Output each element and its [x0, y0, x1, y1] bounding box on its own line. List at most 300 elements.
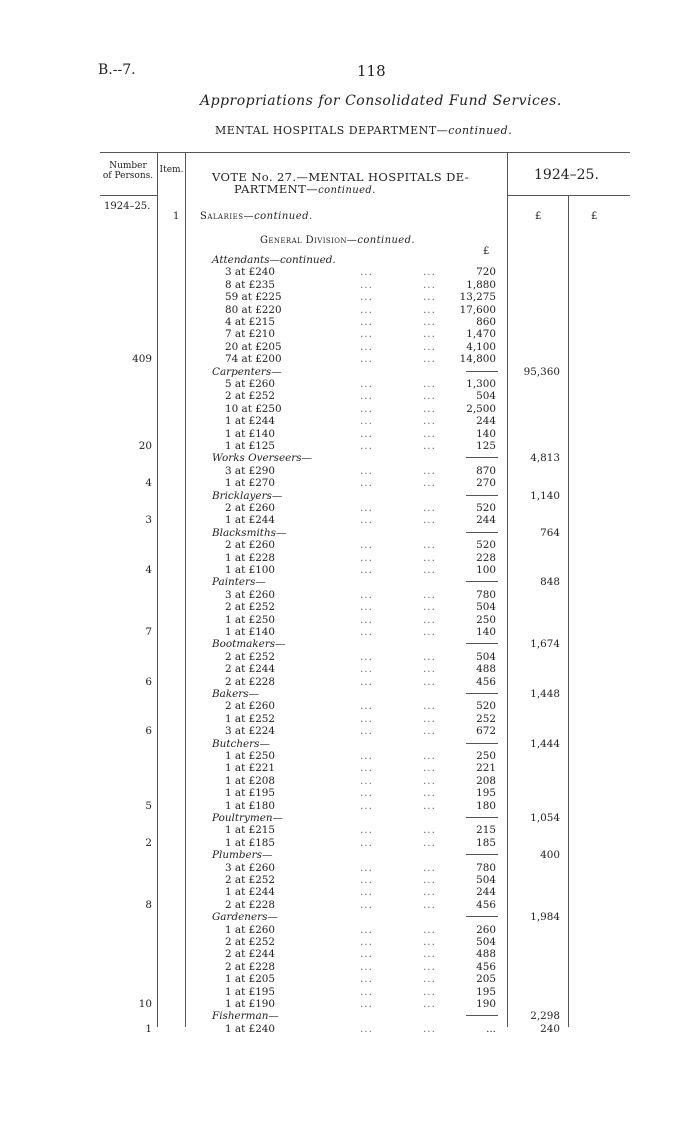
leader-dots: ...	[423, 402, 436, 415]
rate-line: 2 at £252	[225, 390, 276, 403]
rate-line: 3 at £260	[225, 861, 276, 874]
leader-dots: ...	[423, 539, 436, 552]
amount-pound-sign: £	[483, 246, 490, 257]
rate-line: 1 at £240	[225, 1022, 276, 1035]
leader-dots: ...	[360, 266, 373, 279]
table-row	[0, 775, 700, 787]
table-row	[0, 738, 700, 750]
leader-dots: ...	[360, 353, 373, 366]
leader-dots: ...	[423, 1022, 436, 1035]
line-amount: 140	[476, 626, 496, 638]
rate-line: 1 at £260	[225, 923, 276, 936]
rate-line: 1 at £228	[225, 551, 276, 564]
table-row	[0, 254, 700, 266]
table-row	[0, 961, 700, 973]
table-row	[0, 304, 700, 316]
leader-dots: ...	[360, 663, 373, 676]
rate-line: 1 at £100	[225, 564, 276, 576]
line-amount: ...	[486, 1022, 496, 1035]
rate-line: 2 at £252	[225, 874, 276, 886]
table-row	[0, 539, 700, 551]
leader-dots: ...	[423, 861, 436, 874]
rate-line: 2 at £260	[225, 539, 276, 552]
table-row	[0, 390, 700, 402]
leader-dots: ...	[360, 712, 373, 725]
rate-line: 1 at £195	[225, 787, 276, 800]
leader-dots: ...	[360, 936, 373, 948]
table-row	[0, 328, 700, 340]
leader-dots: ...	[360, 650, 373, 663]
table-row	[0, 428, 700, 440]
line-amount: 456	[476, 898, 496, 911]
leader-dots: ...	[423, 836, 436, 849]
rate-line: 1 at £221	[225, 762, 276, 775]
leader-dots: ...	[423, 874, 436, 886]
rate-line: 1 at £190	[225, 998, 276, 1010]
division-title: General Division—	[260, 235, 358, 246]
table-row	[0, 676, 700, 688]
line-amount: 185	[476, 836, 496, 849]
leader-dots: ...	[360, 415, 373, 428]
table-row	[0, 527, 700, 539]
leader-dots: ...	[360, 278, 373, 291]
persons-header-line2: of Persons.	[102, 171, 154, 181]
leader-dots: ...	[360, 874, 373, 886]
line-amount: 780	[476, 861, 496, 874]
leader-dots: ...	[360, 564, 373, 576]
pound-sign-subtotal: £	[535, 211, 542, 222]
table-row	[0, 477, 700, 489]
table-row	[0, 651, 700, 663]
rate-line: 1 at £140	[225, 626, 276, 638]
line-amount: 672	[476, 725, 496, 738]
line-amount: 504	[476, 874, 496, 886]
table-row	[0, 849, 700, 861]
leader-dots: ...	[423, 700, 436, 713]
table-row	[0, 403, 700, 415]
table-row	[0, 713, 700, 725]
line-amount: 250	[476, 613, 496, 626]
persons-year: 1924–25.	[104, 201, 151, 212]
subtotal-rule	[466, 817, 498, 818]
category-heading: Blacksmiths—	[212, 526, 287, 539]
leader-dots: ...	[423, 936, 436, 948]
table-row	[0, 663, 700, 675]
section-heading	[200, 211, 313, 222]
page-title: Appropriations for Consolidated Fund Services.	[200, 93, 562, 109]
leader-dots: ...	[360, 514, 373, 527]
persons-count: 5	[145, 799, 152, 812]
leader-dots: ...	[360, 675, 373, 688]
leader-dots: ...	[360, 898, 373, 911]
rate-line: 1 at £215	[225, 824, 276, 837]
table-row	[0, 279, 700, 291]
leader-dots: ...	[423, 477, 436, 490]
persons-count: 10	[138, 998, 152, 1010]
rate-line: 8 at £235	[225, 278, 276, 291]
leader-dots: ...	[360, 985, 373, 998]
category-heading: Attendants—continued.	[212, 254, 336, 266]
subtotal-rule	[466, 643, 498, 644]
category-heading: Painters—	[212, 576, 266, 589]
rate-line: 1 at £205	[225, 973, 276, 986]
subtotal-rule	[466, 581, 498, 582]
section-continued: continued.	[254, 211, 313, 222]
leader-dots: ...	[360, 799, 373, 812]
rate-line: 1 at £140	[225, 427, 276, 440]
section-title: Salaries—	[200, 211, 255, 222]
leader-dots: ...	[360, 601, 373, 614]
leader-dots: ...	[360, 1022, 373, 1035]
pound-sign-total: £	[591, 211, 598, 222]
rate-line: 1 at £244	[225, 415, 276, 428]
line-amount: 250	[476, 750, 496, 762]
line-amount: 17,600	[459, 303, 496, 316]
category-total: 95,360	[523, 365, 560, 378]
leader-dots: ...	[360, 477, 373, 490]
vote-heading-continued: continued.	[318, 185, 376, 196]
leader-dots: ...	[423, 378, 436, 390]
category-heading: Bakers—	[212, 688, 259, 700]
leader-dots: ...	[360, 836, 373, 849]
category-heading: Bricklayers—	[212, 489, 283, 502]
table-row	[0, 837, 700, 849]
rate-line: 10 at £250	[225, 402, 282, 415]
document-reference: B.--7.	[98, 62, 136, 78]
leader-dots: ...	[423, 291, 436, 304]
table-row	[0, 415, 700, 427]
leader-dots: ...	[423, 328, 436, 341]
persons-count: 4	[145, 477, 152, 490]
leader-dots: ...	[423, 601, 436, 614]
table-row	[0, 936, 700, 948]
persons-count: 8	[145, 898, 152, 911]
persons-header-line1: Number	[109, 161, 147, 171]
line-amount: 195	[476, 787, 496, 800]
table-row	[0, 378, 700, 390]
persons-count: 3	[145, 514, 152, 527]
line-amount: 215	[476, 824, 496, 837]
table-row	[0, 688, 700, 700]
table-row	[0, 762, 700, 774]
year-column-header: 1924–25.	[534, 167, 599, 183]
table-row	[0, 514, 700, 526]
line-amount: 504	[476, 936, 496, 948]
leader-dots: ...	[423, 750, 436, 762]
leader-dots: ...	[423, 787, 436, 800]
line-amount: 100	[476, 564, 496, 576]
category-total: 1,054	[530, 812, 560, 824]
leader-dots: ...	[360, 539, 373, 552]
rate-line: 1 at £270	[225, 477, 276, 490]
rate-line: 2 at £260	[225, 700, 276, 713]
subtotal-rule	[466, 371, 498, 372]
category-heading: Butchers—	[212, 737, 270, 750]
leader-dots: ...	[360, 613, 373, 626]
leader-dots: ...	[360, 390, 373, 403]
persons-header-rule	[100, 195, 158, 196]
rate-line: 1 at £208	[225, 774, 276, 787]
department-continued: continued.	[448, 124, 513, 137]
leader-dots: ...	[423, 998, 436, 1010]
rate-line: 5 at £260	[225, 378, 276, 390]
rate-line: 3 at £224	[225, 725, 276, 738]
line-amount: 1,880	[466, 278, 496, 291]
category-total: 1,140	[530, 489, 560, 502]
rate-line: 4 at £215	[225, 316, 276, 328]
line-amount: 228	[476, 551, 496, 564]
category-heading: Bootmakers—	[212, 638, 286, 651]
category-total: 1,448	[530, 688, 560, 700]
subtotal-rule	[466, 532, 498, 533]
line-amount: 520	[476, 700, 496, 713]
line-amount: 720	[476, 266, 496, 279]
leader-dots: ...	[360, 973, 373, 986]
persons-count: 2	[145, 836, 152, 849]
division-continued: continued.	[357, 235, 415, 246]
table-row	[0, 316, 700, 328]
subtotal-rule	[466, 693, 498, 694]
line-amount: 488	[476, 948, 496, 961]
table-row	[0, 465, 700, 477]
rate-line: 2 at £228	[225, 960, 276, 973]
category-heading: Works Overseers—	[212, 452, 312, 465]
category-total: 2,298	[530, 1010, 560, 1023]
rate-line: 2 at £260	[225, 502, 276, 514]
leader-dots: ...	[423, 650, 436, 663]
line-amount: 2,500	[466, 402, 496, 415]
table-row	[0, 366, 700, 378]
table-top-rule	[100, 152, 630, 153]
leader-dots: ...	[423, 663, 436, 676]
category-heading: Plumbers—	[212, 849, 273, 862]
leader-dots: ...	[360, 551, 373, 564]
persons-count: 1	[145, 1022, 152, 1035]
leader-dots: ...	[360, 626, 373, 638]
line-amount: 504	[476, 601, 496, 614]
leader-dots: ...	[360, 378, 373, 390]
leader-dots: ...	[423, 502, 436, 514]
line-amount: 870	[476, 464, 496, 477]
rate-line: 3 at £290	[225, 464, 276, 477]
leader-dots: ...	[423, 886, 436, 899]
leader-dots: ...	[423, 923, 436, 936]
vote-heading-line1: VOTE No. 27.—MENTAL HOSPITALS DE-	[212, 170, 470, 184]
leader-dots: ...	[423, 948, 436, 961]
line-amount: 504	[476, 650, 496, 663]
leader-dots: ...	[360, 998, 373, 1010]
line-amount: 780	[476, 588, 496, 601]
table-row	[0, 812, 700, 824]
line-amount: 244	[476, 415, 496, 428]
leader-dots: ...	[360, 923, 373, 936]
rate-line: 2 at £252	[225, 601, 276, 614]
rate-line: 2 at £228	[225, 675, 276, 688]
leader-dots: ...	[360, 750, 373, 762]
table-row	[0, 787, 700, 799]
table-row	[0, 899, 700, 911]
category-heading: Carpenters—	[212, 365, 282, 378]
table-row	[0, 924, 700, 936]
leader-dots: ...	[360, 886, 373, 899]
table-row	[0, 626, 700, 638]
vote-heading	[212, 171, 469, 197]
rate-line: 20 at £205	[225, 340, 282, 353]
leader-dots: ...	[423, 985, 436, 998]
category-total: 1,984	[530, 911, 560, 924]
table-row	[0, 490, 700, 502]
rate-line: 2 at £228	[225, 898, 276, 911]
line-amount: 208	[476, 774, 496, 787]
leader-dots: ...	[423, 266, 436, 279]
subtotal-rule	[466, 457, 498, 458]
leader-dots: ...	[423, 973, 436, 986]
line-amount: 860	[476, 316, 496, 328]
table-row	[0, 824, 700, 836]
leader-dots: ...	[423, 725, 436, 738]
persons-column-header	[100, 161, 156, 181]
table-row	[0, 576, 700, 588]
leader-dots: ...	[360, 440, 373, 452]
table-row	[0, 700, 700, 712]
item-number: 1	[173, 211, 180, 222]
table-row	[0, 440, 700, 452]
category-total: 764	[540, 526, 560, 539]
table-row	[0, 886, 700, 898]
table-row	[0, 452, 700, 464]
persons-count: 7	[145, 626, 152, 638]
leader-dots: ...	[360, 402, 373, 415]
rate-line: 2 at £244	[225, 948, 276, 961]
line-amount: 244	[476, 886, 496, 899]
table-row	[0, 973, 700, 985]
persons-count: 6	[145, 675, 152, 688]
leader-dots: ...	[360, 725, 373, 738]
leader-dots: ...	[423, 898, 436, 911]
leader-dots: ...	[360, 700, 373, 713]
rate-line: 59 at £225	[225, 291, 282, 304]
subtotal-rule	[466, 743, 498, 744]
subtotal-rule	[466, 916, 498, 917]
rate-line: 1 at £195	[225, 985, 276, 998]
line-amount: 488	[476, 663, 496, 676]
rate-line: 1 at £244	[225, 886, 276, 899]
leader-dots: ...	[423, 303, 436, 316]
table-row	[0, 589, 700, 601]
vote-heading-line2	[212, 183, 469, 197]
department-name: MENTAL HOSPITALS DEPARTMENT—	[215, 124, 449, 137]
line-amount: 504	[476, 390, 496, 403]
line-amount: 140	[476, 427, 496, 440]
category-total: 1,444	[530, 737, 560, 750]
category-heading: Poultrymen—	[212, 812, 283, 824]
line-amount: 456	[476, 675, 496, 688]
category-total: 4,813	[530, 452, 560, 465]
table-row	[0, 998, 700, 1010]
line-amount: 205	[476, 973, 496, 986]
table-row	[0, 750, 700, 762]
leader-dots: ...	[423, 588, 436, 601]
leader-dots: ...	[423, 390, 436, 403]
persons-count: 6	[145, 725, 152, 738]
leader-dots: ...	[360, 427, 373, 440]
leader-dots: ...	[360, 762, 373, 775]
leader-dots: ...	[423, 551, 436, 564]
category-heading: Fisherman—	[212, 1010, 279, 1023]
leader-dots: ...	[423, 464, 436, 477]
leader-dots: ...	[423, 774, 436, 787]
table-row	[0, 341, 700, 353]
table-row	[0, 725, 700, 737]
line-amount: 4,100	[466, 340, 496, 353]
rate-line: 2 at £252	[225, 936, 276, 948]
rate-line: 3 at £260	[225, 588, 276, 601]
rate-line: 2 at £244	[225, 663, 276, 676]
leader-dots: ...	[423, 675, 436, 688]
line-amount: 520	[476, 502, 496, 514]
rate-line: 1 at £250	[225, 750, 276, 762]
table-row	[0, 911, 700, 923]
leader-dots: ...	[423, 960, 436, 973]
line-amount: 1,300	[466, 378, 496, 390]
subtotal-rule	[466, 495, 498, 496]
table-row	[0, 614, 700, 626]
category-total: 848	[540, 576, 560, 589]
line-amount: 244	[476, 514, 496, 527]
line-amount: 13,275	[459, 291, 496, 304]
leader-dots: ...	[360, 824, 373, 837]
rate-line: 3 at £240	[225, 266, 276, 279]
leader-dots: ...	[423, 353, 436, 366]
leader-dots: ...	[360, 328, 373, 341]
rate-line: 80 at £220	[225, 303, 282, 316]
leader-dots: ...	[423, 427, 436, 440]
line-amount: 125	[476, 440, 496, 452]
table-row	[0, 1023, 700, 1035]
leader-dots: ...	[423, 415, 436, 428]
category-total: 400	[540, 849, 560, 862]
category-total: 1,674	[530, 638, 560, 651]
table-row	[0, 291, 700, 303]
rate-line: 1 at £180	[225, 799, 276, 812]
line-amount: 195	[476, 985, 496, 998]
line-amount: 180	[476, 799, 496, 812]
leader-dots: ...	[423, 316, 436, 328]
table-row	[0, 266, 700, 278]
leader-dots: ...	[423, 712, 436, 725]
line-amount: 252	[476, 712, 496, 725]
line-amount: 456	[476, 960, 496, 973]
leader-dots: ...	[423, 440, 436, 452]
leader-dots: ...	[423, 824, 436, 837]
leader-dots: ...	[360, 861, 373, 874]
persons-count: 409	[132, 353, 152, 366]
rate-line: 74 at £200	[225, 353, 282, 366]
line-amount: 14,800	[459, 353, 496, 366]
leader-dots: ...	[423, 278, 436, 291]
division-heading	[260, 235, 415, 246]
leader-dots: ...	[423, 613, 436, 626]
leader-dots: ...	[360, 960, 373, 973]
page-number: 118	[357, 62, 386, 80]
line-amount: 221	[476, 762, 496, 775]
table-row	[0, 1010, 700, 1022]
leader-dots: ...	[360, 948, 373, 961]
persons-count: 4	[145, 564, 152, 576]
leader-dots: ...	[423, 799, 436, 812]
rate-line: 7 at £210	[225, 328, 276, 341]
leader-dots: ...	[360, 316, 373, 328]
